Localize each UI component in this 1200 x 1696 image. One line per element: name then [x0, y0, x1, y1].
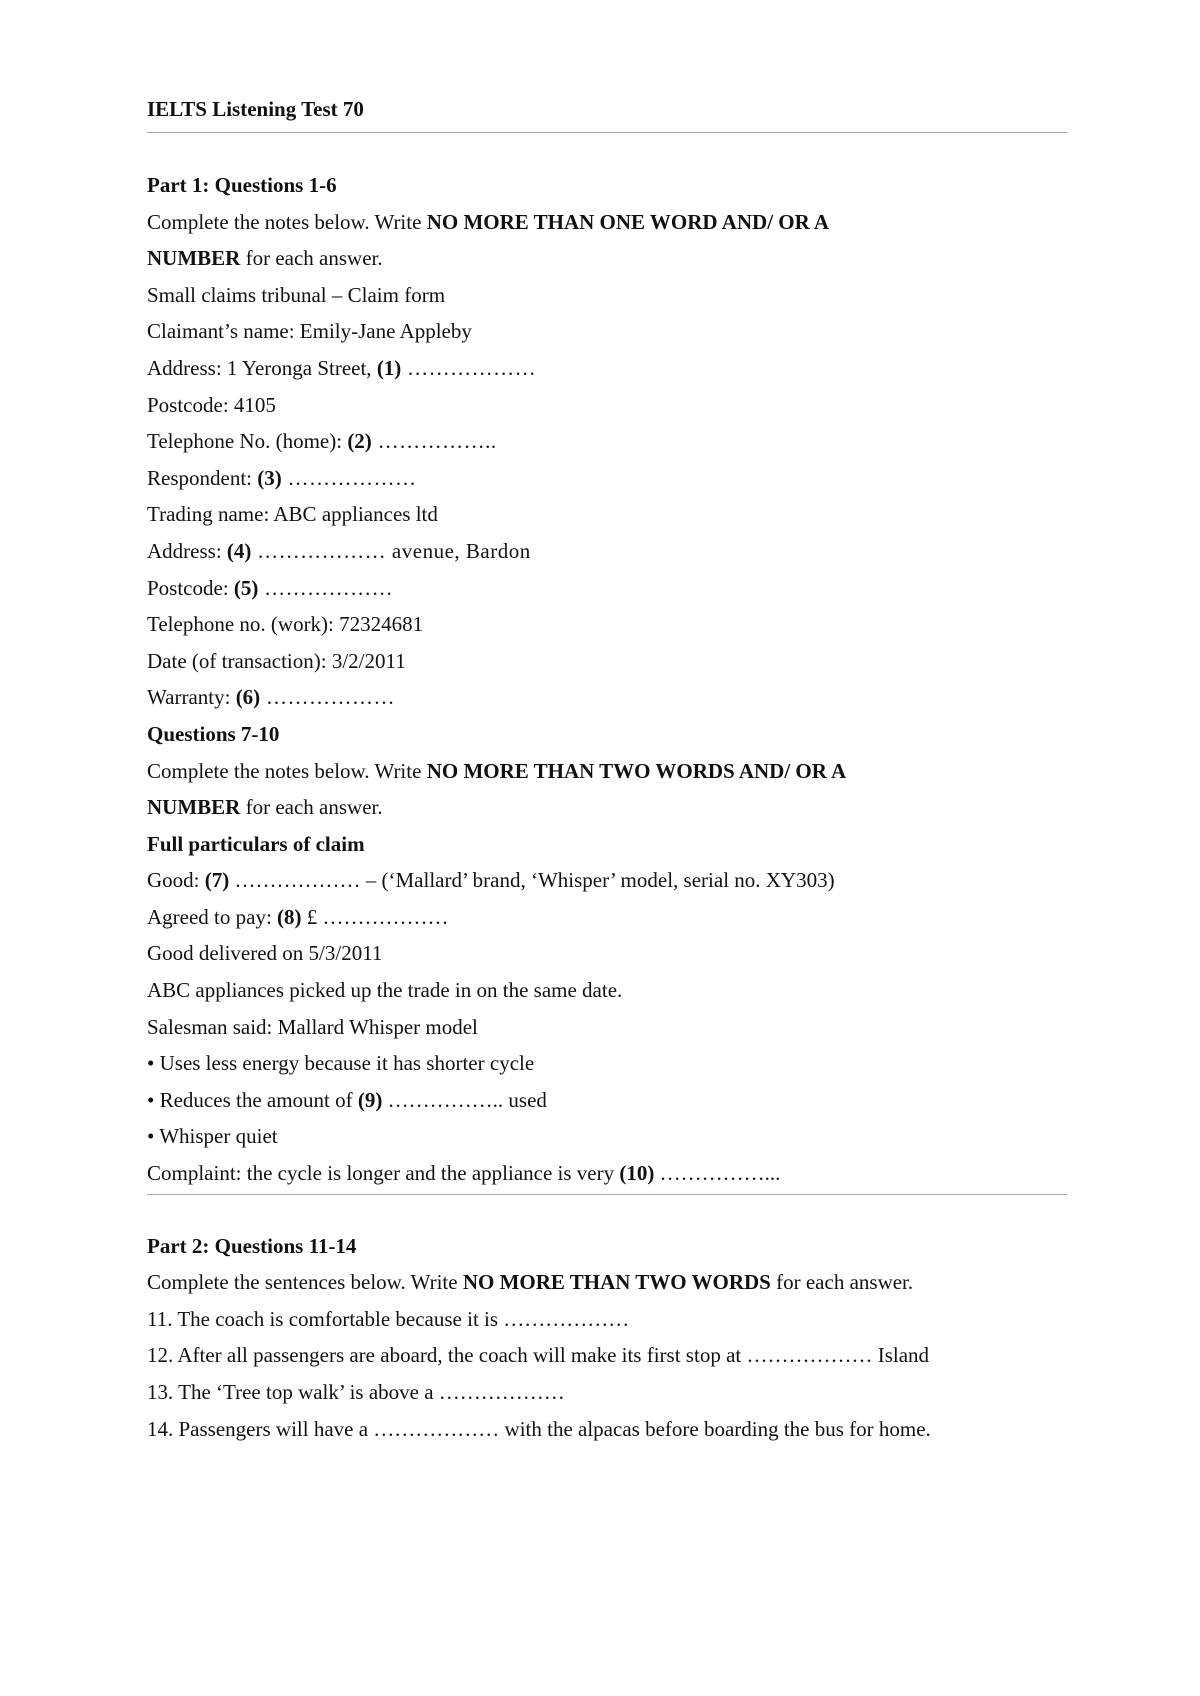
telephone-work: Telephone no. (work): 72324681: [147, 612, 424, 637]
part1b-heading: Questions 7-10: [147, 721, 280, 746]
question-1: Address: 1 Yeronga Street, (1) ………………: [147, 355, 537, 380]
answer-blank: ………………: [281, 465, 417, 490]
question-number: (3): [257, 465, 282, 490]
answer-blank: ……………… – (‘Mallard’ brand, ‘Whisper’ model, serial no. XY303): [229, 868, 835, 893]
bullet-item: • Uses less energy because it has shorter cycle: [147, 1051, 535, 1076]
part1-instructions: Complete the notes below. Write NO MORE THAN ONE WORD AND/ OR A: [147, 209, 830, 234]
trading-name: Trading name: ABC appliances ltd: [147, 502, 438, 527]
answer-blank: …………….. used: [382, 1087, 547, 1112]
question-5: Postcode: (5) ………………: [147, 575, 394, 600]
question-7: Good: (7) ……………… – (‘Mallard’ brand, ‘Whisper’ model, serial no. XY303): [147, 868, 835, 893]
question-number: (2): [347, 429, 372, 454]
part1-instructions-cont: NUMBER for each answer.: [147, 246, 383, 271]
document-title: IELTS Listening Test 70: [147, 97, 364, 121]
part1-heading: Part 1: Questions 1-6: [147, 173, 337, 197]
form-title: Small claims tribunal – Claim form: [147, 282, 446, 307]
part1b-instructions: Complete the notes below. Write NO MORE THAN TWO WORDS AND/ OR A: [147, 758, 847, 783]
question-number: (5): [233, 575, 259, 600]
question-10: Complaint: the cycle is longer and the appliance is very (10) ……………...: [147, 1161, 781, 1186]
question-9: • Reduces the amount of (9) …………….. used: [147, 1087, 547, 1112]
claimant-name: Claimant’s name: Emily-Jane Appleby: [147, 319, 472, 344]
document-page: [147, 94, 1067, 1447]
question-number: (1): [376, 355, 402, 380]
question-13: 13. The ‘Tree top walk’ is above a ………………: [147, 1380, 565, 1404]
answer-blank: ……………… avenue, Bardon: [251, 538, 531, 563]
part1b-instructions-cont: NUMBER for each answer.: [147, 795, 383, 820]
part2-instructions: Complete the sentences below. Write NO MORE THAN TWO WORDS for each answer.: [147, 1270, 914, 1295]
part2-heading: Part 2: Questions 11-14: [147, 1233, 357, 1258]
salesman-note: Salesman said: Mallard Whisper model: [147, 1014, 478, 1039]
claim-subheading: Full particulars of claim: [147, 831, 365, 856]
question-number: (10): [619, 1161, 655, 1186]
delivery-date: Good delivered on 5/3/2011: [147, 941, 383, 966]
answer-blank: £ ………………: [301, 904, 449, 929]
question-number: (8): [277, 904, 302, 929]
question-12: 12. After all passengers are aboard, the coach will make its first stop at ……………… Island: [147, 1343, 930, 1368]
question-number: (7): [204, 868, 230, 893]
question-6: Warranty: (6) ………………: [147, 685, 395, 710]
answer-blank: ………………: [260, 685, 395, 710]
answer-blank: ………………: [401, 355, 537, 380]
answer-blank: ……………..: [371, 429, 497, 454]
question-8: Agreed to pay: (8) £ ………………: [147, 904, 449, 929]
bullet-item: • Whisper quiet: [147, 1124, 278, 1149]
question-4: Address: (4) ……………… avenue, Bardon: [147, 538, 531, 563]
postcode: Postcode: 4105: [147, 392, 276, 417]
question-number: (9): [357, 1087, 383, 1112]
question-number: (6): [235, 685, 261, 710]
question-2: Telephone No. (home): (2) ……………..: [147, 429, 497, 454]
answer-blank: ……………...: [654, 1161, 781, 1186]
question-14: 14. Passengers will have a ……………… with the alpacas before boarding the bus for home.: [147, 1416, 931, 1441]
question-number: (4): [226, 538, 252, 563]
transaction-date: Date (of transaction): 3/2/2011: [147, 648, 406, 673]
question-3: Respondent: (3) ………………: [147, 465, 417, 490]
answer-blank: ………………: [258, 575, 394, 600]
question-11: 11. The coach is comfortable because it is ………………: [147, 1306, 630, 1331]
trade-in-note: ABC appliances picked up the trade in on the same date.: [147, 978, 623, 1003]
